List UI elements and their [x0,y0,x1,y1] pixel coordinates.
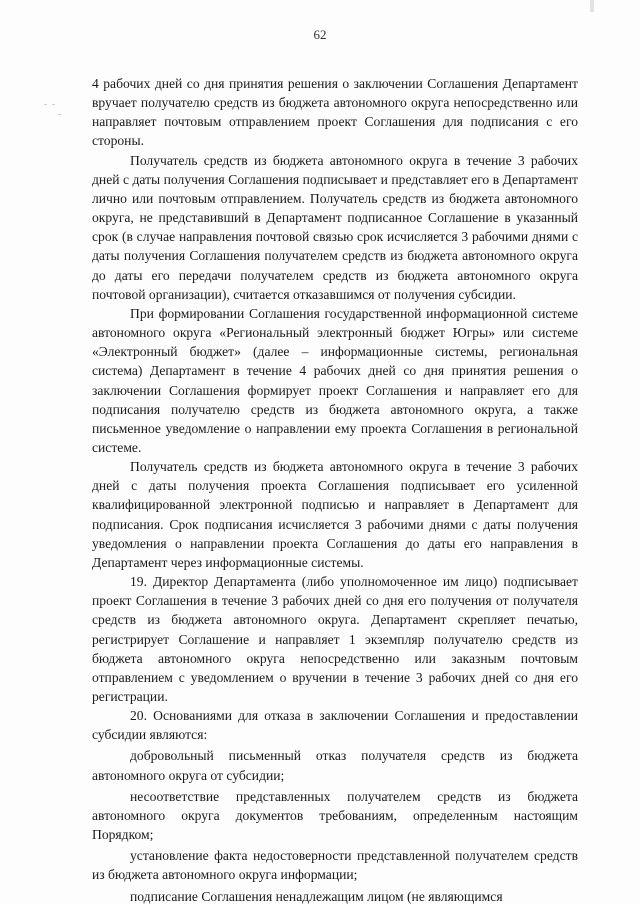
page-number: 62 [313,27,327,42]
paragraph-continuation: 4 рабочих дней со дня принятия решения о заключении Соглашения Департамент вручает получателю средств из бюджета автономного округа непосредственно или направляет почтовым отправлением проект Соглашения для подписания с его стороны. [92,76,578,149]
paragraph-electronic-signature: Получатель средств из бюджета автономного округа в течение 3 рабочих дней с даты получения проекта Соглашения подписывает его усиленной квалифицированной электронной подписью и направляет в Департамент для подписания. Срок подписания исчисляется 3 рабочими днями с даты получения уведомления о направлении проекта Соглашения до даты его направления в Департамент через информационные системы. [92,459,578,570]
paragraph-item-19: 19. Директор Департамента (либо уполномоченное им лицо) подписывает проект Соглашения в течение 3 рабочих дней со дня его получения от получателя средств из бюджета автономного округа. Департамент скрепляет печатью, регистрирует Соглашение и направляет 1 экземпляр получателю средств из бюджета автономного округа непосредственно или заказным почтовым отправлением с уведомлением о вручении в течение 3 рабочих дней со дня его регистрации. [92,574,578,704]
paragraph-item-20: 20. Основаниями для отказа в заключении Соглашения и предоставлении субсидии являются: [92,708,578,743]
paragraph-regional-system: При формировании Соглашения государственной информационной системе автономного округа «Региональный электронный бюджет Югры» или системе «Электронный бюджет» (далее – информационные системы, региональная система) Департамент в течение 4 рабочих дней со дня принятия решения о заключении Соглашения формирует проект Соглашения и направляет его для подписания получателю средств из бюджета автономного округа, а также письменное уведомление о направлении ему проекта Соглашения в региональной системе. [92,305,578,455]
refusal-ground-improper-signer: подписание Соглашения ненадлежащим лицом (не являющимся [130,888,503,904]
paragraph-signing-deadline: Получатель средств из бюджета автономного округа в течение 3 рабочих дней с даты получения Соглашения подписывает и представляет его в Департамент лично или почтовым отправлением. Получатель средств из бюджета автономного округа, не представивший в Департамент подписанное Соглашение в указанный срок (в случае направления почтовой связью срок исчисляется 3 рабочими днями с даты получения Соглашения получателем средств из бюджета автономного округа до даты его передачи получателем средств из бюджета автономного округа почтовой организации), считается отказавшимся от получения субсидии. [92,152,578,302]
refusal-ground-nonconformity: несоответствие представленных получателем средств из бюджета автономного округа документов требованиям, определенным настоящим Порядком; [92,788,578,843]
document-body [92,74,578,906]
refusal-ground-false-info: установление факта недостоверности представленной получателем средств из бюджета автономного округа информации; [92,848,578,883]
refusal-ground-voluntary: добровольный письменный отказ получателя средств из бюджета автономного округа от субсидии; [92,748,578,783]
